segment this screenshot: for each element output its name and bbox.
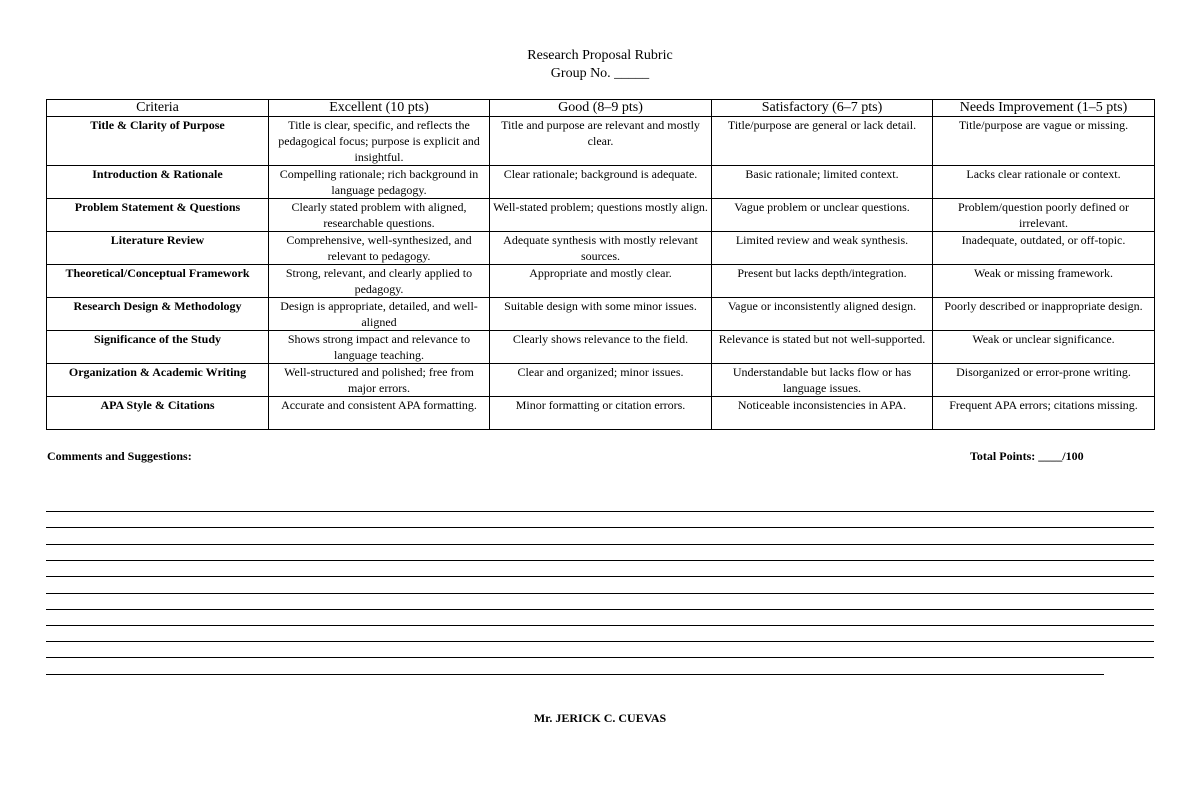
needs-improvement-cell: Inadequate, outdated, or off-topic. [933, 232, 1155, 265]
criteria-cell: APA Style & Citations [47, 397, 269, 430]
good-cell: Clear and organized; minor issues. [490, 364, 712, 397]
satisfactory-cell: Noticeable inconsistencies in APA. [712, 397, 933, 430]
satisfactory-cell: Vague problem or unclear questions. [712, 199, 933, 232]
satisfactory-cell: Basic rationale; limited context. [712, 166, 933, 199]
good-cell: Title and purpose are relevant and mostly clear. [490, 117, 712, 166]
comment-writing-line [46, 560, 1154, 561]
excellent-cell: Strong, relevant, and clearly applied to pedagogy. [269, 265, 490, 298]
comment-writing-line [46, 641, 1154, 642]
needs-improvement-cell: Title/purpose are vague or missing. [933, 117, 1155, 166]
group-number-field: Group No. _____ [550, 66, 650, 81]
satisfactory-cell: Relevance is stated but not well-supported. [712, 331, 933, 364]
good-cell: Adequate synthesis with mostly relevant sources. [490, 232, 712, 265]
comment-writing-line [46, 544, 1154, 545]
comment-writing-line [46, 674, 1104, 675]
header-needs-improvement: Needs Improvement (1–5 pts) [933, 100, 1155, 117]
satisfactory-cell: Limited review and weak synthesis. [712, 232, 933, 265]
table-row [47, 265, 1155, 298]
excellent-cell: Clearly stated problem with aligned, researchable questions. [269, 199, 490, 232]
table-row [47, 166, 1155, 199]
table-row [47, 117, 1155, 166]
comment-writing-line [46, 657, 1154, 658]
satisfactory-cell: Title/purpose are general or lack detail. [712, 117, 933, 166]
criteria-cell: Literature Review [47, 232, 269, 265]
satisfactory-cell: Understandable but lacks flow or has language issues. [712, 364, 933, 397]
needs-improvement-cell: Poorly described or inappropriate design. [933, 298, 1155, 331]
table-row [47, 364, 1155, 397]
criteria-cell: Introduction & Rationale [47, 166, 269, 199]
excellent-cell: Well-structured and polished; free from major errors. [269, 364, 490, 397]
comment-writing-line [46, 511, 1154, 512]
header-excellent: Excellent (10 pts) [269, 100, 490, 117]
excellent-cell: Comprehensive, well-synthesized, and relevant to pedagogy. [269, 232, 490, 265]
criteria-cell: Organization & Academic Writing [47, 364, 269, 397]
criteria-cell: Title & Clarity of Purpose [47, 117, 269, 166]
signature-name: Mr. JERICK C. CUEVAS [533, 711, 667, 725]
good-cell: Clearly shows relevance to the field. [490, 331, 712, 364]
criteria-cell: Theoretical/Conceptual Framework [47, 265, 269, 298]
total-points-field: Total Points: ____/100 [970, 449, 1084, 463]
criteria-cell: Significance of the Study [47, 331, 269, 364]
needs-improvement-cell: Frequent APA errors; citations missing. [933, 397, 1155, 430]
excellent-cell: Design is appropriate, detailed, and well-aligned [269, 298, 490, 331]
excellent-cell: Title is clear, specific, and reflects the pedagogical focus; purpose is explicit and insightful. [269, 117, 490, 166]
comments-label: Comments and Suggestions: [47, 449, 192, 463]
good-cell: Suitable design with some minor issues. [490, 298, 712, 331]
comment-writing-line [46, 576, 1154, 577]
header-criteria: Criteria [47, 100, 269, 117]
good-cell: Well-stated problem; questions mostly align. [490, 199, 712, 232]
excellent-cell: Accurate and consistent APA formatting. [269, 397, 490, 430]
good-cell: Minor formatting or citation errors. [490, 397, 712, 430]
satisfactory-cell: Present but lacks depth/integration. [712, 265, 933, 298]
excellent-cell: Shows strong impact and relevance to language teaching. [269, 331, 490, 364]
needs-improvement-cell: Weak or unclear significance. [933, 331, 1155, 364]
page-title: Research Proposal Rubric [527, 48, 673, 63]
comment-writing-line [46, 527, 1154, 528]
needs-improvement-cell: Disorganized or error-prone writing. [933, 364, 1155, 397]
needs-improvement-cell: Lacks clear rationale or context. [933, 166, 1155, 199]
table-row [47, 199, 1155, 232]
comment-writing-line [46, 593, 1154, 594]
table-row [47, 397, 1155, 430]
rubric-header-row [47, 100, 1155, 117]
rubric-table [46, 99, 1155, 430]
needs-improvement-cell: Weak or missing framework. [933, 265, 1155, 298]
comment-writing-line [46, 625, 1154, 626]
satisfactory-cell: Vague or inconsistently aligned design. [712, 298, 933, 331]
comment-writing-line [46, 609, 1154, 610]
table-row [47, 331, 1155, 364]
criteria-cell: Problem Statement & Questions [47, 199, 269, 232]
table-row [47, 298, 1155, 331]
needs-improvement-cell: Problem/question poorly defined or irrelevant. [933, 199, 1155, 232]
table-row [47, 232, 1155, 265]
header-good: Good (8–9 pts) [490, 100, 712, 117]
good-cell: Appropriate and mostly clear. [490, 265, 712, 298]
good-cell: Clear rationale; background is adequate. [490, 166, 712, 199]
criteria-cell: Research Design & Methodology [47, 298, 269, 331]
excellent-cell: Compelling rationale; rich background in language pedagogy. [269, 166, 490, 199]
header-satisfactory: Satisfactory (6–7 pts) [712, 100, 933, 117]
